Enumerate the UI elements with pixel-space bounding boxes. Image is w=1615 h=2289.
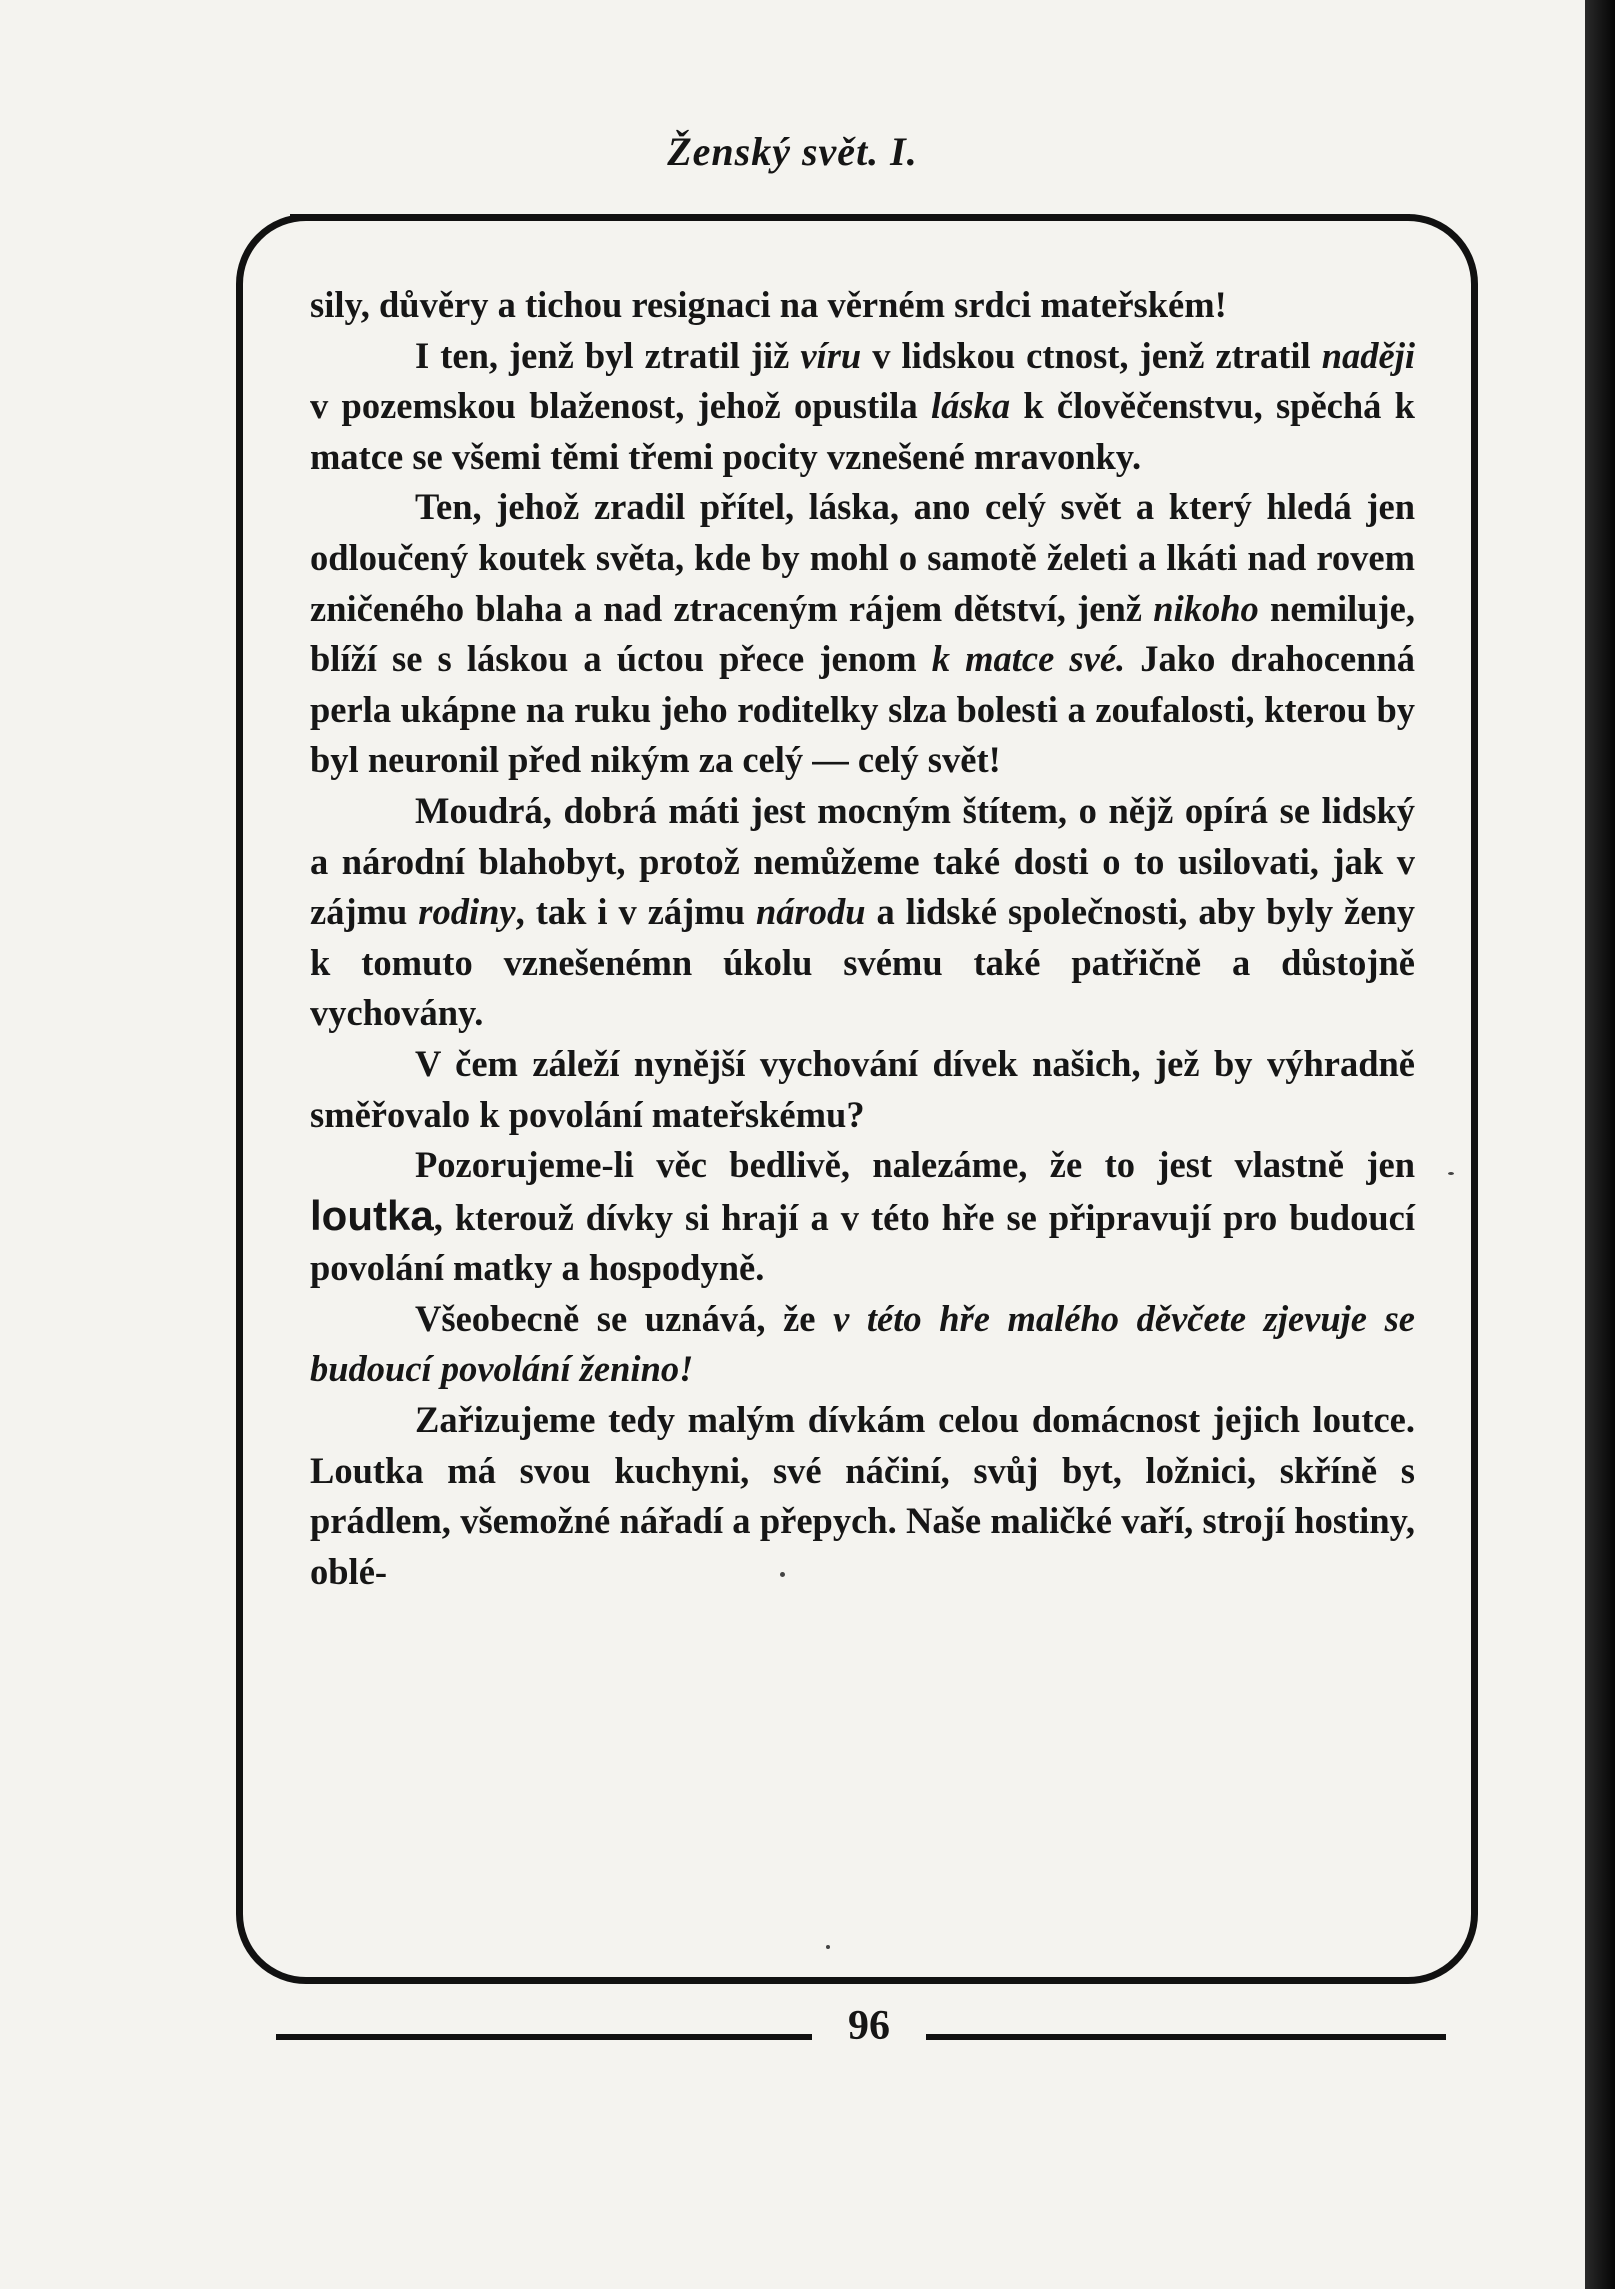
emphasis-nadeji: naději	[1321, 334, 1415, 376]
emphasis-rodiny: rodiny	[418, 891, 516, 933]
paragraph-6	[310, 1140, 1415, 1294]
paragraph-5: V čem záleží nynější vychování dívek našich, jež by výhradně směřovalo k povolání mateřskému?	[310, 1042, 1415, 1135]
text-run: Ten, jehož zradil přítel, láska, ano celý svět a který hledá jen odloučený koutek světa, kde by mohl o samotě želeti a lkáti nad rovem zničeného blaha a nad ztraceným rájem dětství, jenž	[310, 486, 1415, 629]
emphasis-sentence: v této hře malého děvčete zjevuje se budoucí povolání ženino!	[310, 1297, 1415, 1390]
text-run: I ten, jenž byl ztratil již	[415, 334, 801, 376]
text-run: k člověčenstvu, spěchá k matce se všemi těmi třemi pocity vznešené mravonky.	[310, 385, 1415, 477]
body-text	[310, 280, 1415, 1597]
text-run: Jako drahocenná perla ukápne na ruku jeho roditelky slza bolesti a zoufalosti, kterou by byl neuronil před nikým za celý — celý svět!	[310, 638, 1416, 781]
emphasis-laska: láska	[930, 385, 1011, 427]
text-run: Moudrá, dobrá máti jest mocným štítem, o nějž opírá se lidský a národní blahobyt, protož nemůžeme také dosti o to usilovati, jak v zájmu	[310, 789, 1415, 933]
footer-rule-right	[926, 2034, 1446, 2040]
emphasis-viru: víru	[800, 334, 862, 376]
page-number: 96	[848, 2003, 890, 2049]
footer-rule-left	[276, 2034, 812, 2040]
text-run: v lidskou ctnost, jenž ztratil	[861, 334, 1322, 376]
paragraph-2	[310, 331, 1415, 483]
text-run: v pozemskou blaženost, jehož opustila	[310, 385, 931, 427]
frame-top-rule	[290, 214, 1410, 217]
print-speck	[1448, 1172, 1454, 1175]
emphasis-narodu: národu	[755, 891, 866, 933]
text-run: , tak i v zájmu	[515, 891, 756, 933]
paragraph-7	[310, 1294, 1415, 1395]
paragraph-3	[310, 482, 1415, 786]
scan-edge	[1585, 0, 1615, 2289]
text-run: nemiluje, blíží se s láskou a úctou přece jenom	[310, 587, 1416, 680]
text-run: , kterouž dívky si hrají a v této hře se připravují pro budoucí povolání matky a hospodyně.	[310, 1196, 1415, 1289]
running-head: Ženský svět. I.	[667, 129, 918, 174]
emphasis-k-matce-sve: k matce své.	[931, 638, 1126, 680]
page-footer	[236, 2002, 1478, 2062]
text-run: a lidské společnosti, aby byly ženy k tomuto vznešenémn úkolu svému také patřičně a důstojně vychovány.	[310, 891, 1416, 1034]
print-speck	[780, 1572, 785, 1577]
print-speck	[826, 1945, 830, 1949]
text-run: Všeobecně se uznává, že	[415, 1297, 834, 1339]
paragraph-8: Zařizujeme tedy malým dívkám celou domácnost jejich loutce. Loutka má svou kuchyni, své náčiní, svůj byt, ložnici, skříně s prádlem, všemožné nářadí a přepych. Naše maličké vaří, strojí hostiny, oblé-	[310, 1399, 1415, 1592]
text-run: Pozorujeme-li věc bedlivě, nalezáme, že to jest vlastně jen	[415, 1144, 1415, 1186]
emphasis-nikoho: nikoho	[1153, 587, 1259, 629]
paragraph-4	[310, 786, 1415, 1039]
emphasis-loutka: loutka	[310, 1191, 434, 1239]
paragraph-1: sily, důvěry a tichou resignaci na věrném srdci mateřském!	[310, 284, 1227, 325]
